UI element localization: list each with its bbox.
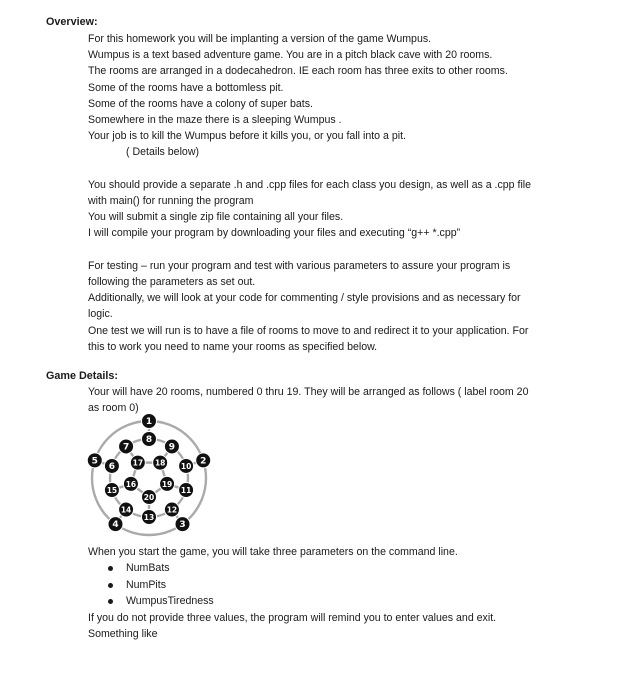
parameter-list bbox=[88, 560, 588, 610]
room-node bbox=[142, 432, 157, 447]
room-node bbox=[87, 453, 102, 468]
room-node bbox=[104, 458, 119, 473]
overview-line: The rooms are arranged in a dodecahedron. IE each room has three exits to other rooms. bbox=[88, 65, 508, 78]
room-node-label: 20 bbox=[143, 493, 155, 502]
room-node-label: 11 bbox=[180, 486, 192, 496]
room-node bbox=[130, 455, 145, 470]
parameter-item: NumBats bbox=[88, 560, 588, 577]
testing-line: One test we will run is to have a file of rooms to move to and redirect it to your application. For bbox=[88, 324, 529, 337]
room-node-label: 10 bbox=[180, 461, 192, 471]
intro-line: Your will have 20 rooms, numbered 0 thru 19. They will be arranged as follows ( label room 20 bbox=[88, 386, 529, 398]
room-node-label: 15 bbox=[106, 486, 118, 496]
testing-line: For testing – run your program and test with various parameters to assure your program is bbox=[88, 259, 511, 272]
files-line: You will submit a single zip file containing all your files. bbox=[88, 211, 344, 224]
room-node bbox=[142, 490, 157, 505]
room-node bbox=[104, 483, 119, 498]
game-details-heading: Game Details: bbox=[46, 370, 119, 382]
intro-line: as room 0) bbox=[88, 402, 139, 415]
room-node-label: 19 bbox=[161, 479, 173, 489]
room-node-label: 16 bbox=[125, 479, 137, 489]
overview-line: For this homework you will be implanting a version of the game Wumpus. bbox=[88, 33, 432, 45]
room-node-label: 4 bbox=[112, 520, 119, 531]
overview-line: Some of the rooms have a colony of super bats. bbox=[88, 97, 313, 110]
room-node bbox=[160, 476, 175, 491]
files-line: I will compile your program by downloading your files and executing “g++ *.cpp” bbox=[88, 227, 461, 240]
overview-heading: Overview: bbox=[46, 16, 98, 28]
room-node bbox=[164, 439, 179, 454]
testing-line: following the parameters as set out. bbox=[88, 276, 256, 289]
overview-section bbox=[88, 31, 588, 355]
overview-line: Your job is to kill the Wumpus before it kills you, or you fall into a pit. bbox=[88, 130, 406, 143]
room-node-label: 18 bbox=[154, 458, 166, 468]
files-line: with main() for running the program bbox=[88, 195, 254, 208]
room-node bbox=[179, 483, 194, 498]
room-node-label: 12 bbox=[166, 505, 178, 515]
command-line-section bbox=[88, 544, 588, 642]
overview-line: Some of the rooms have a bottomless pit. bbox=[88, 81, 284, 94]
overview-line: Somewhere in the maze there is a sleeping Wumpus . bbox=[88, 114, 342, 127]
details-note: ( Details below) bbox=[126, 146, 200, 159]
room-node-label: 17 bbox=[132, 458, 144, 468]
start-line: When you start the game, you will take three parameters on the command line. bbox=[88, 546, 458, 558]
room-node bbox=[196, 453, 211, 468]
room-node-label: 5 bbox=[91, 456, 98, 467]
room-node-label: 8 bbox=[145, 435, 153, 445]
files-line: You should provide a separate .h and .cpp files for each class you design, as well as a .cpp file bbox=[88, 178, 532, 191]
room-node bbox=[175, 517, 190, 532]
room-node bbox=[108, 517, 123, 532]
room-node bbox=[179, 458, 194, 473]
room-node bbox=[164, 502, 179, 517]
room-node bbox=[142, 414, 157, 429]
room-node-label: 9 bbox=[168, 442, 176, 453]
room-node bbox=[123, 476, 138, 491]
room-node bbox=[119, 439, 134, 454]
room-node-label: 6 bbox=[108, 461, 116, 472]
dodecahedron-room-diagram bbox=[82, 412, 218, 540]
room-node-label: 1 bbox=[145, 417, 153, 427]
parameter-item: WumpusTiredness bbox=[88, 593, 588, 610]
overview-line: Wumpus is a text based adventure game. You are in a pitch black cave with 20 rooms. bbox=[88, 49, 493, 62]
room-node-label: 13 bbox=[143, 513, 155, 522]
testing-line: logic. bbox=[88, 308, 113, 321]
room-node bbox=[142, 510, 157, 525]
room-node bbox=[119, 502, 134, 517]
room-node-label: 3 bbox=[179, 520, 186, 531]
room-node-label: 7 bbox=[122, 442, 130, 453]
room-node-label: 2 bbox=[200, 456, 207, 467]
room-node bbox=[153, 455, 168, 470]
testing-line: this to work you need to name your rooms as specified below. bbox=[88, 340, 378, 353]
testing-line: Additionally, we will look at your code for commenting / style provisions and as necessary for bbox=[88, 292, 521, 305]
after-line: If you do not provide three values, the program will remind you to enter values and exit. bbox=[88, 611, 497, 624]
after-line: Something like bbox=[88, 628, 158, 641]
parameter-item: NumPits bbox=[88, 577, 588, 594]
room-node-label: 14 bbox=[120, 505, 132, 515]
